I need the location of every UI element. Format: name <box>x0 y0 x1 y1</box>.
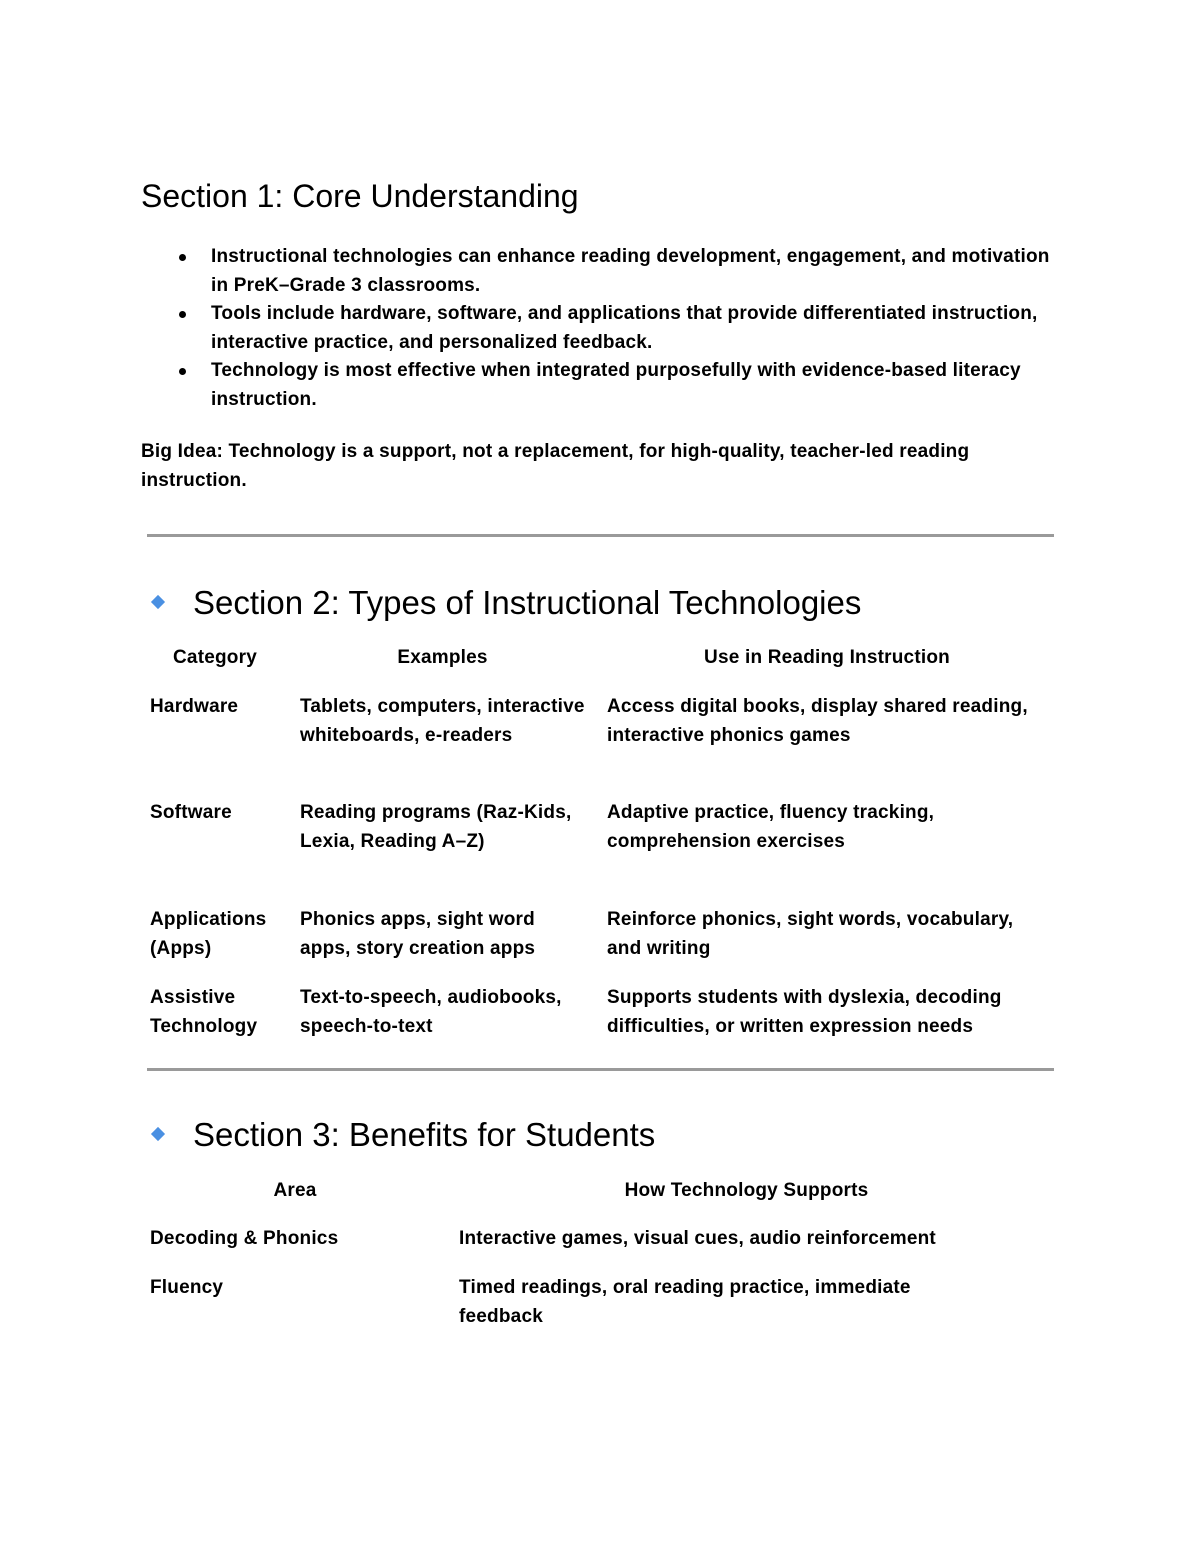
table-cell: Text-to-speech, audiobooks, speech-to-text <box>300 987 562 1037</box>
table-cell: Fluency <box>150 1277 224 1298</box>
table-header-category: Category <box>173 647 257 668</box>
table-cell: Interactive games, visual cues, audio reinforcement <box>459 1228 936 1249</box>
bullet-item: Instructional technologies can enhance reading development, engagement, and motivation in PreK–Grade 3 classrooms. <box>211 243 1071 300</box>
bullet-item: Tools include hardware, software, and applications that provide differentiated instruction, interactive practice, and personalized feedback. <box>211 300 1071 357</box>
big-idea-text: Big Idea: Technology is a support, not a replacement, for high-quality, teacher-led reading instruction. <box>141 441 970 491</box>
section-divider <box>147 1068 1054 1071</box>
table-cell: Decoding & Phonics <box>150 1228 339 1249</box>
table-cell: Software <box>150 802 232 823</box>
table-cell: Assistive Technology <box>150 987 258 1037</box>
core-understanding-list <box>211 243 1071 414</box>
diamond-bullet-icon <box>151 1127 165 1141</box>
section-divider <box>147 534 1054 537</box>
table-cell: Hardware <box>150 696 239 717</box>
section-1-title: Section 1: Core Understanding <box>141 178 579 214</box>
table-cell: Reinforce phonics, sight words, vocabulary, and writing <box>607 909 1014 959</box>
table-cell: Phonics apps, sight word apps, story creation apps <box>300 909 536 959</box>
table-cell: Timed readings, oral reading practice, immediate feedback <box>459 1277 911 1327</box>
table-header-how: How Technology Supports <box>624 1180 869 1201</box>
table-cell: Tablets, computers, interactive whiteboards, e-readers <box>300 696 585 746</box>
section-2-title: Section 2: Types of Instructional Technologies <box>193 584 862 621</box>
table-header-use: Use in Reading Instruction <box>704 647 950 668</box>
section-3-title: Section 3: Benefits for Students <box>193 1116 656 1153</box>
table-header-area: Area <box>273 1180 317 1201</box>
table-cell: Supports students with dyslexia, decoding difficulties, or written expression needs <box>607 987 1002 1037</box>
bullet-item: Technology is most effective when integrated purposefully with evidence-based literacy instruction. <box>211 357 1071 414</box>
diamond-bullet-icon <box>151 595 165 609</box>
table-header-examples: Examples <box>397 647 488 668</box>
table-cell: Access digital books, display shared reading, interactive phonics games <box>607 696 1028 746</box>
table-cell: Adaptive practice, fluency tracking, comprehension exercises <box>607 802 935 852</box>
table-cell: Reading programs (Raz-Kids, Lexia, Reading A–Z) <box>300 802 572 852</box>
table-cell: Applications (Apps) <box>150 909 267 959</box>
